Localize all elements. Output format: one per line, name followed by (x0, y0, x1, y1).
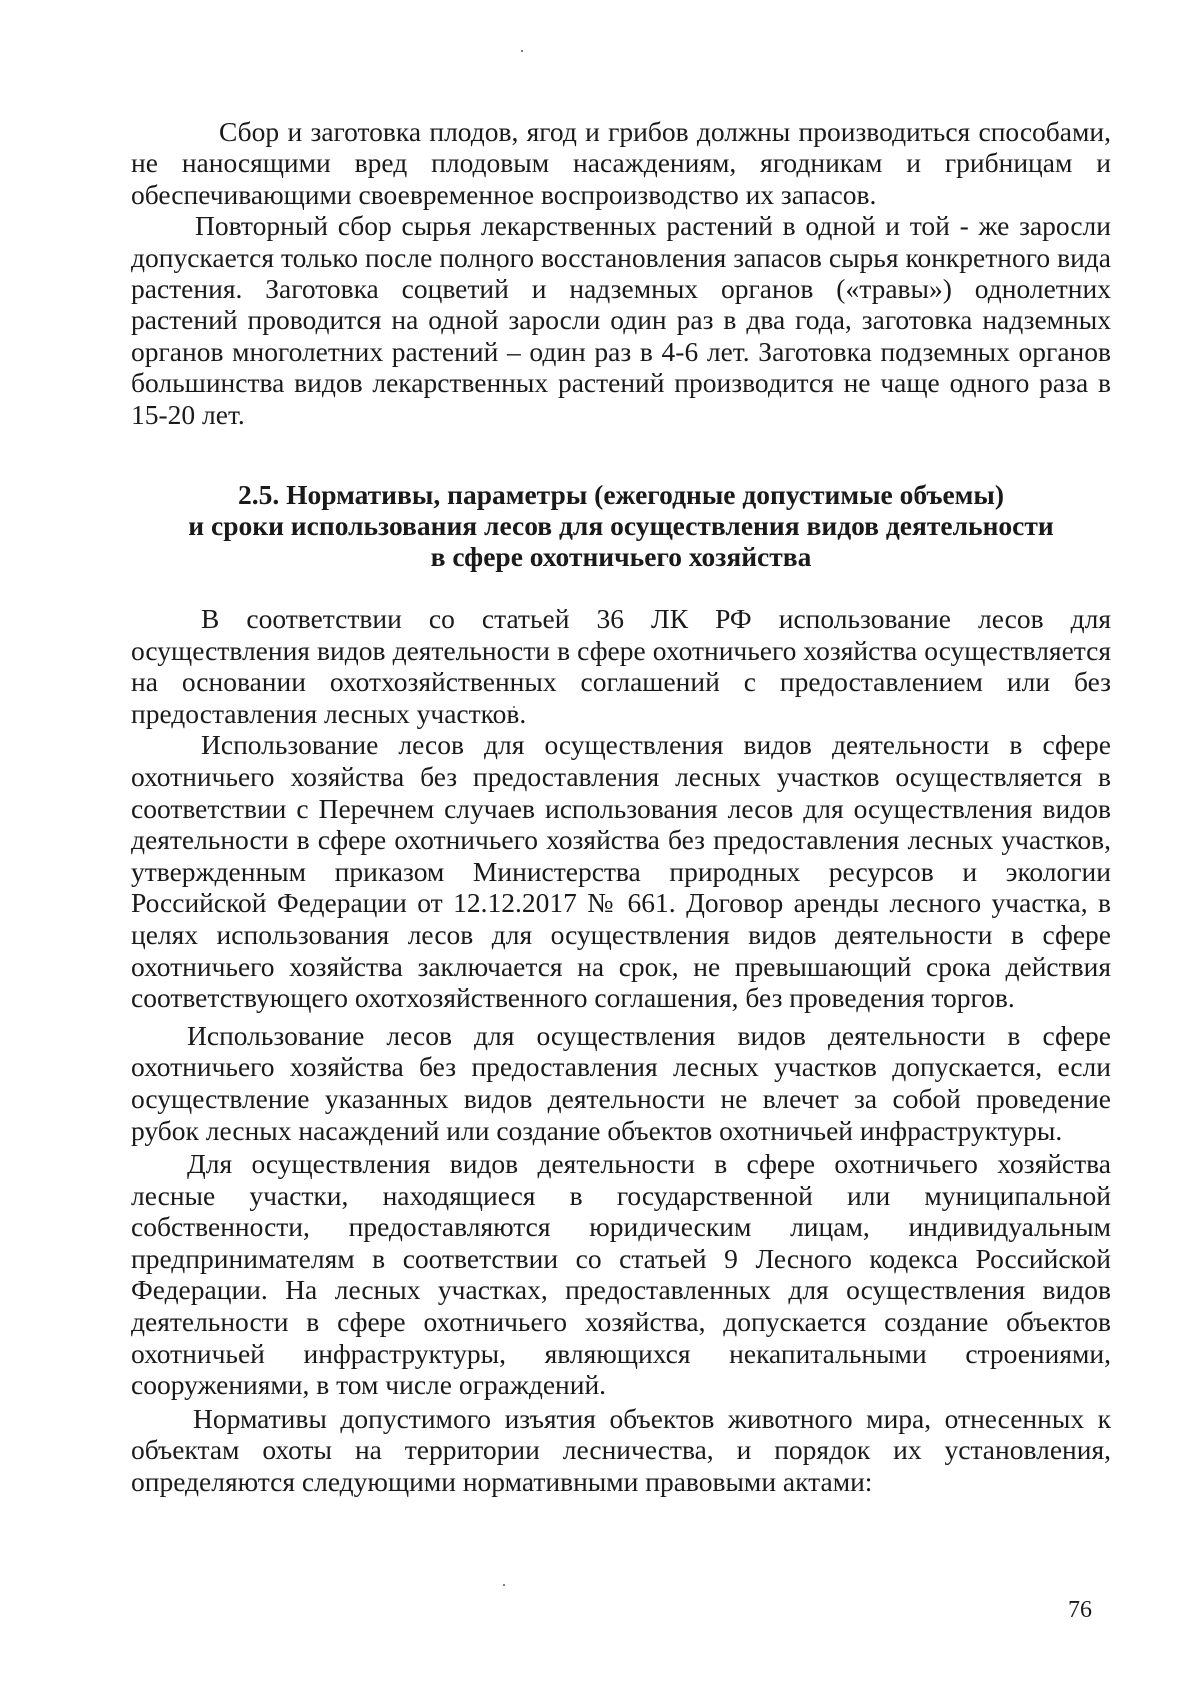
section-heading-line: и сроки использования лесов для осуществления видов деятельности (188, 510, 1054, 541)
paragraph-gathering: Сбор и заготовка плодов, ягод и грибов должны производиться способами, не наносящими вред плодовым насаждениям, ягодникам и грибницам и обеспечивающими своевременное воспроизводство их запасов. (131, 116, 1111, 210)
paragraph-norms: Нормативы допустимого изъятия объектов животного мира, отнесенных к объектам охоты на территории лесничества, и порядок их установления, определяются следующими нормативными правовыми актами: (131, 1402, 1111, 1498)
section-body (131, 603, 1111, 1498)
page-number: 76 (1068, 1597, 1092, 1623)
scan-speck (503, 1584, 505, 1586)
paragraph-article-36: В соответствии со статьей 36 ЛК РФ использование лесов для осуществления видов деятельности в сфере охотничьего хозяйства осуществляется на основании охотхозяйственных соглашений с предоставлением или без предоставления лесных участков. (131, 603, 1111, 729)
paragraph-medicinal-plants: Повторный сбор сырья лекарственных растений в одной и той - же заросли допускается только после полного восстановления запасов сырья конкретного вида растения. Заготовка соцветий и надземных органов («травы») однолетних растений проводится на одной заросли один раз в два года, заготовка надземных органов многолетних растений – один раз в 4-6 лет. Заготовка подземных органов большинства видов лекарственных растений производится не чаще одного раза в 15-20 лет. (131, 210, 1111, 430)
section-heading-line: 2.5. Нормативы, параметры (ежегодные допустимые объемы) (237, 479, 1005, 510)
section-heading-line: в сфере охотничьего хозяйства (430, 541, 812, 572)
paragraph-without-plots: Использование лесов для осуществления видов деятельности в сфере охотничьего хозяйства без предоставления лесных участков осуществляется в соответствии с Перечнем случаев использования лесов для осуществления видов деятельности в сфере охотничьего хозяйства без предоставления лесных участков, утвержденным приказом Министерства природных ресурсов и экологии Российской Федерации от 12.12.2017 № 661. Договор аренды лесного участка, в целях использования лесов для осуществления видов деятельности в сфере охотничьего хозяйства заключается на срок, не превышающий срока действия соответствующего охотхозяйственного соглашения, без проведения торгов. (131, 729, 1111, 1014)
scan-speck (521, 50, 523, 52)
intro-text-block (131, 116, 1111, 430)
paragraph-allowed-usage: Использование лесов для осуществления видов деятельности в сфере охотничьего хозяйства без предоставления лесных участков допускается, если осуществление указанных видов деятельности не влечет за собой проведение рубок лесных насаждений или создание объектов охотничьей инфраструктуры. (131, 1019, 1111, 1146)
section-heading (131, 479, 1111, 572)
paragraph-plot-provision: Для осуществления видов деятельности в сфере охотничьего хозяйства лесные участки, находящиеся в государственной или муниципальной собственности, предоставляются юридическим лицам, индивидуальным предпринимателям в соответствии со статьей 9 Лесного кодекса Российской Федерации. На лесных участках, предоставленных для осуществления видов деятельности в сфере охотничьего хозяйства, допускается создание объектов охотничьей инфраструктуры, являющихся некапитальными строениями, сооружениями, в том числе ограждений. (131, 1148, 1111, 1401)
